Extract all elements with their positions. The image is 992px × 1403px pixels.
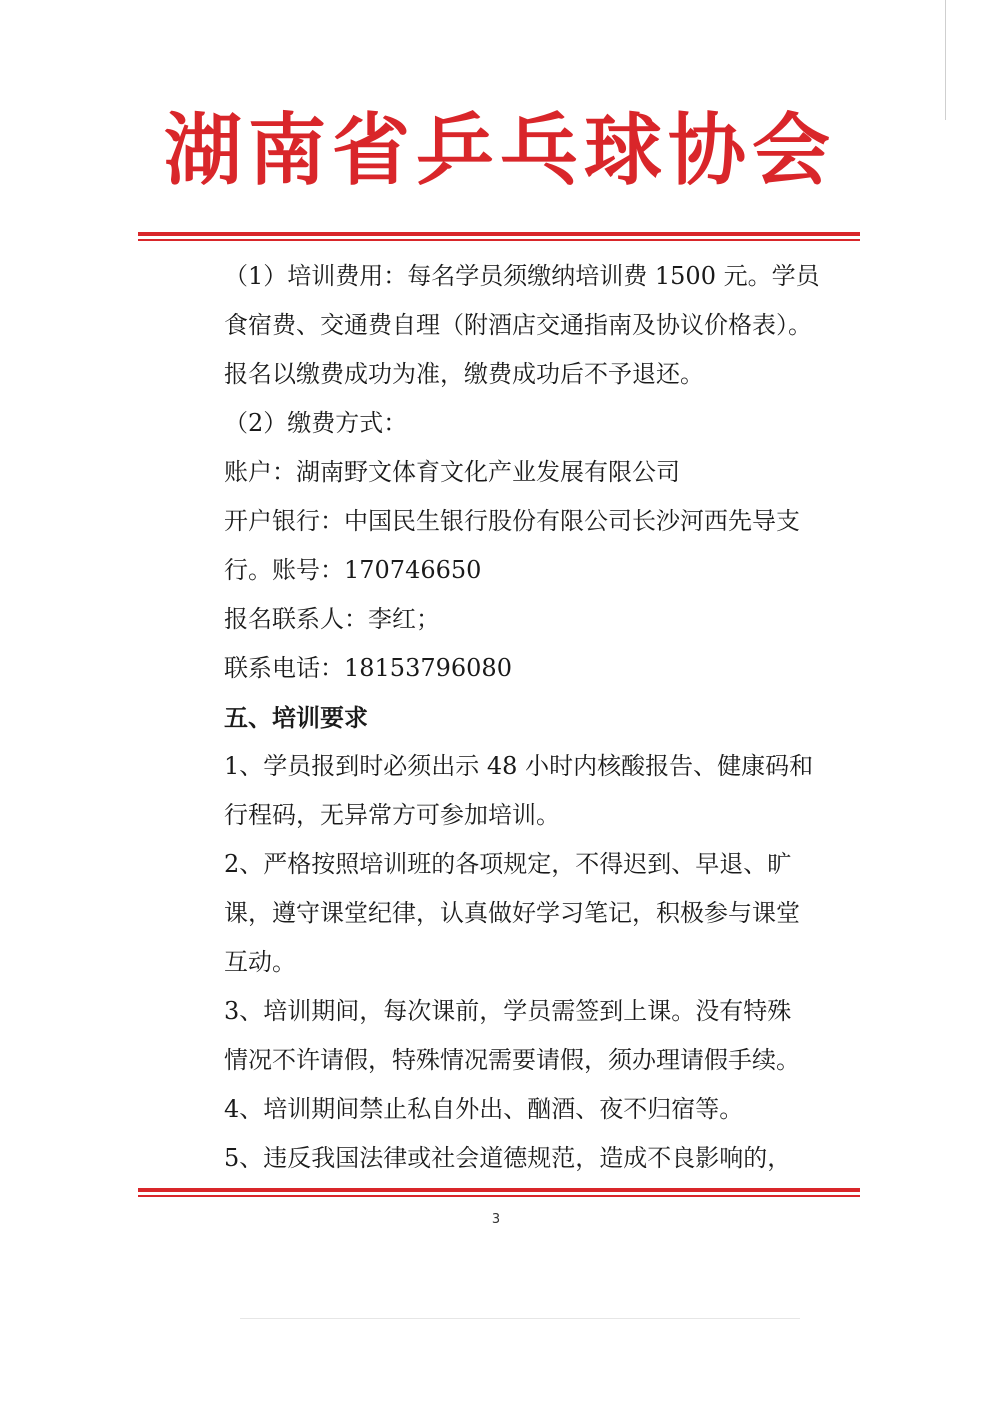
- scan-edge-line: [945, 0, 946, 120]
- account-name: 账户：湖南野文体育文化产业发展有限公司: [224, 458, 680, 486]
- requirement-2-line-3: 互动。: [224, 948, 296, 976]
- requirement-3-line-2: 情况不许请假，特殊情况需要请假，须办理请假手续。: [224, 1046, 800, 1074]
- fee-line-3: 报名以缴费成功为准，缴费成功后不予退还。: [224, 360, 704, 388]
- document-body: [224, 252, 820, 1183]
- footer-divider: [138, 1188, 860, 1197]
- bank-line-2: 行。账号：170746650: [224, 556, 482, 584]
- requirement-1-line-2: 行程码，无异常方可参加培训。: [224, 801, 560, 829]
- fee-line-2: 食宿费、交通费自理（附酒店交通指南及协议价格表）。: [224, 311, 812, 339]
- contact-person: 报名联系人：李红；: [224, 605, 440, 633]
- letterhead-divider-thin: [138, 239, 860, 241]
- letterhead-divider-thick: [138, 232, 860, 236]
- requirement-1-line-1: 1、学员报到时必须出示 48 小时内核酸报告、健康码和: [224, 752, 814, 780]
- fee-line-1: （1）培训费用：每名学员须缴纳培训费 1500 元。学员: [224, 262, 820, 290]
- requirement-4: 4、培训期间禁止私自外出、酗酒、夜不归宿等。: [224, 1095, 744, 1123]
- contact-phone: 联系电话：18153796080: [224, 654, 512, 682]
- letterhead-divider: [138, 232, 860, 241]
- bank-line-1: 开户银行：中国民生银行股份有限公司长沙河西先导支: [224, 507, 800, 535]
- section-heading-requirements: 五、培训要求: [224, 703, 368, 732]
- letterhead-title: 湖南省乒乓球协会: [163, 105, 836, 196]
- requirement-2-line-2: 课，遵守课堂纪律，认真做好学习笔记，积极参与课堂: [224, 899, 800, 927]
- footer-divider-thick: [138, 1188, 860, 1192]
- requirement-3-line-1: 3、培训期间，每次课前，学员需签到上课。没有特殊: [224, 997, 792, 1025]
- payment-method-label: （2）缴费方式：: [224, 409, 408, 437]
- requirement-5-line-1: 5、违反我国法律或社会道德规范，造成不良影响的，: [224, 1144, 792, 1172]
- scan-smudge: [240, 1318, 800, 1319]
- footer-divider-thin: [138, 1195, 860, 1197]
- requirement-2-line-1: 2、严格按照培训班的各项规定，不得迟到、早退、旷: [224, 850, 792, 878]
- page-number: 3: [491, 1212, 501, 1227]
